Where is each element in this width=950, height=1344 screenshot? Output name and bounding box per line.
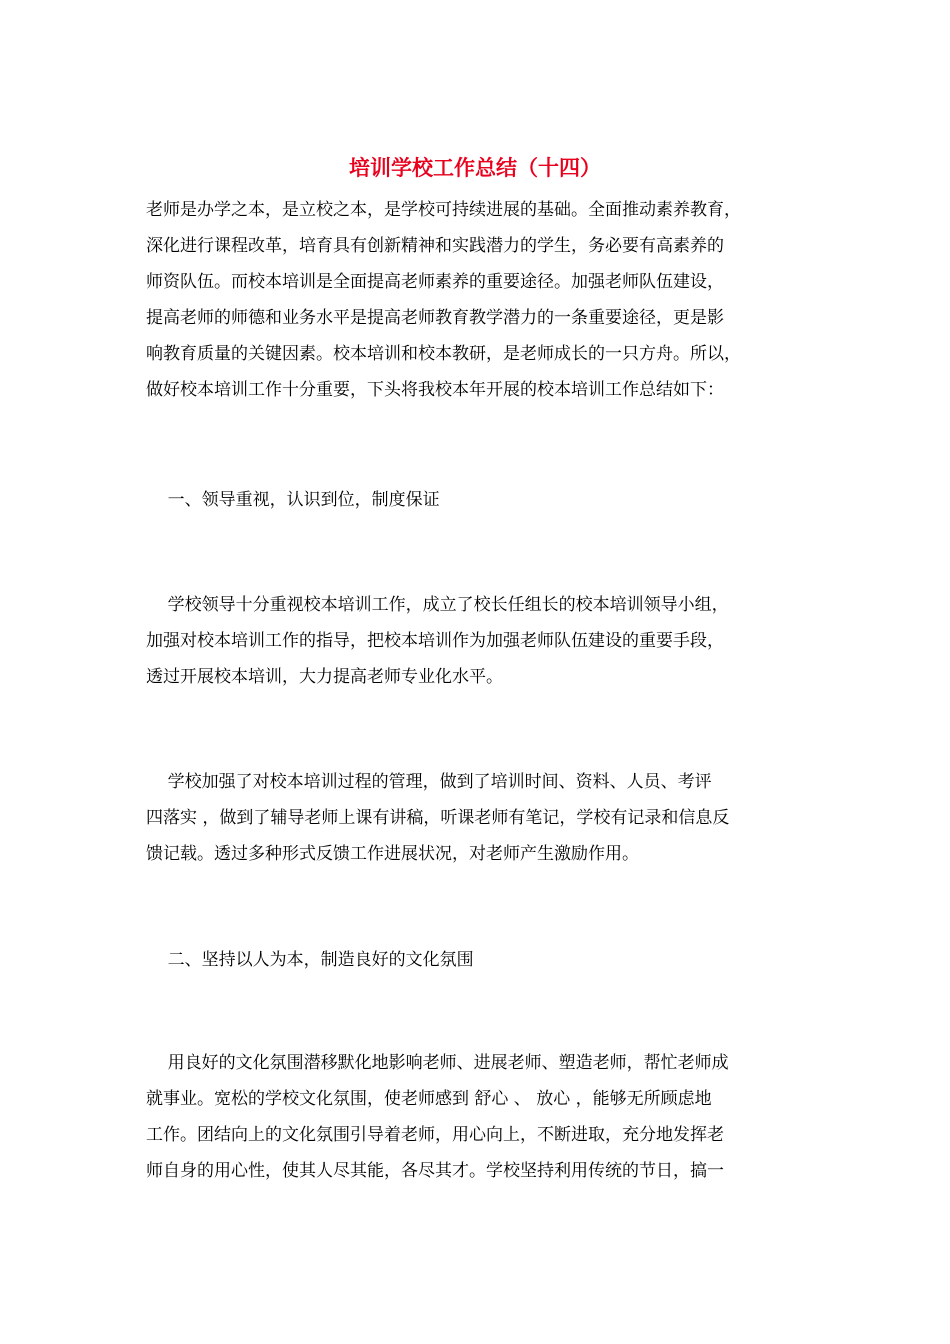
intro-line-6: 做好校本培训工作十分重要，下头将我校本年开展的校本培训工作总结如下： (146, 380, 724, 400)
section-heading-2: 二、坚持以人为本，制造良好的文化氛围 (146, 950, 474, 970)
section1-para2-line-1: 学校加强了对校本培训过程的管理，做到了培训时间、资料、人员、考评 (146, 772, 712, 792)
section2-para1-line-2: 就事业。宽松的学校文化氛围，使老师感到 舒心 、 放心 ，能够无所顾虑地 (146, 1089, 712, 1109)
section1-para1-line-3: 透过开展校本培训，大力提高老师专业化水平。 (146, 667, 503, 687)
intro-line-5: 响教育质量的关键因素。校本培训和校本教研，是老师成长的一只方舟。所以， (146, 344, 741, 364)
intro-line-3: 师资队伍。而校本培训是全面提高老师素养的重要途径。加强老师队伍建设， (146, 272, 724, 292)
intro-line-1: 老师是办学之本，是立校之本，是学校可持续进展的基础。全面推动素养教育， (146, 200, 741, 220)
section2-para1-line-4: 师自身的用心性，使其人尽其能，各尽其才。学校坚持利用传统的节日，搞一 (146, 1161, 724, 1181)
intro-line-4: 提高老师的师德和业务水平是提高老师教育教学潜力的一条重要途径，更是影 (146, 308, 724, 328)
intro-line-2: 深化进行课程改革，培育具有创新精神和实践潜力的学生，务必要有高素养的 (146, 236, 724, 256)
section1-para1-line-2: 加强对校本培训工作的指导，把校本培训作为加强老师队伍建设的重要手段， (146, 631, 724, 651)
section1-para2-line-3: 馈记载。透过多种形式反馈工作进展状况，对老师产生激励作用。 (146, 844, 639, 864)
section2-para1-line-3: 工作。团结向上的文化氛围引导着老师，用心向上，不断进取，充分地发挥老 (146, 1125, 724, 1145)
section2-para1-line-1: 用良好的文化氛围潜移默化地影响老师、进展老师、塑造老师，帮忙老师成 (146, 1053, 729, 1073)
document-title: 培训学校工作总结（十四） (349, 155, 601, 180)
section1-para2-line-2: 四落实 ，做到了辅导老师上课有讲稿，听课老师有笔记，学校有记录和信息反 (146, 808, 730, 828)
section-heading-1: 一、领导重视，认识到位，制度保证 (146, 490, 440, 510)
section1-para1-line-1: 学校领导十分重视校本培训工作，成立了校长任组长的校本培训领导小组， (146, 595, 729, 615)
